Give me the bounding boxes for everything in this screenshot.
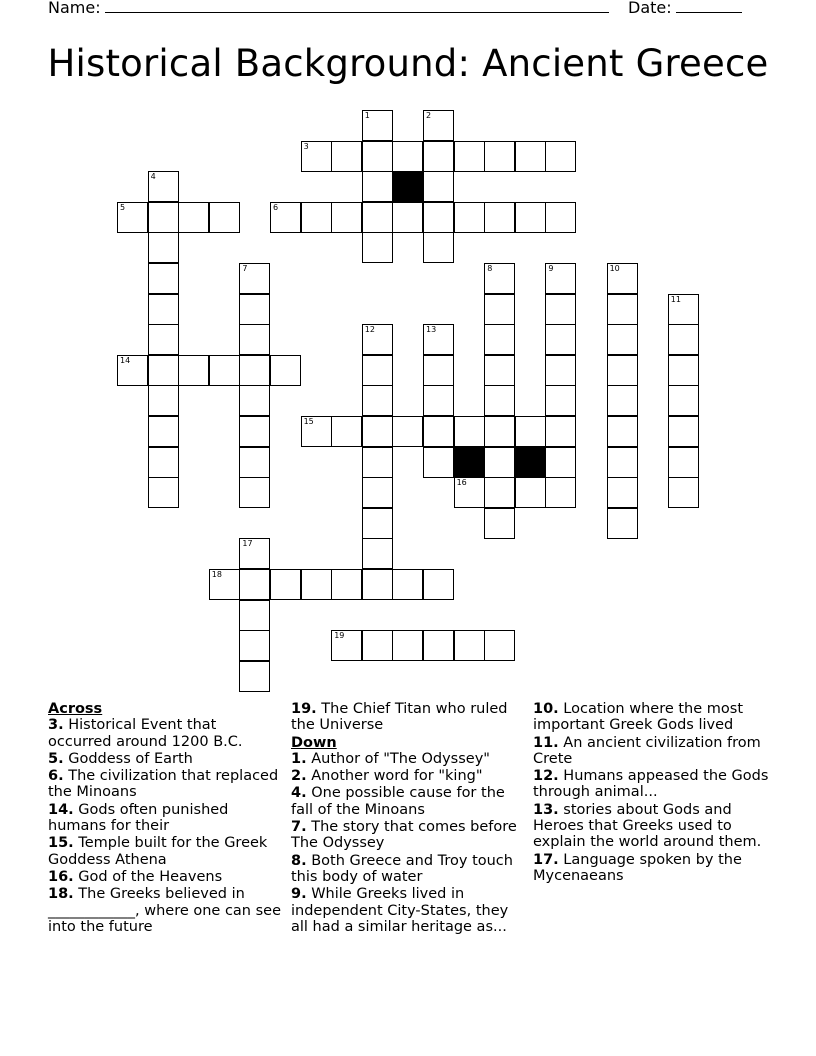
clue-column-3 <box>533 701 773 885</box>
grid-cell[interactable] <box>148 447 179 478</box>
grid-cell[interactable] <box>484 385 515 416</box>
grid-cell[interactable] <box>668 294 699 325</box>
clue-down-1 <box>291 751 526 767</box>
clue-text: God of the Heavens <box>73 868 223 885</box>
grid-cell[interactable] <box>545 416 576 447</box>
date-field[interactable] <box>628 0 742 17</box>
grid-cell[interactable] <box>423 569 454 600</box>
grid-cell[interactable] <box>239 600 270 631</box>
clue-text: stories about Gods and Heroes that Greeks used to explain the world around them. <box>533 801 762 851</box>
grid-cell[interactable] <box>423 630 454 661</box>
clue-column-2 <box>291 701 526 936</box>
clue-number: 9. <box>291 886 307 903</box>
clue-number: 14. <box>48 801 74 818</box>
grid-cell[interactable] <box>607 416 638 447</box>
grid-cell[interactable] <box>362 385 393 416</box>
grid-cell[interactable] <box>484 477 515 508</box>
grid-cell[interactable] <box>239 416 270 447</box>
clue-number-label: 11 <box>670 294 681 304</box>
clue-number-label: 16 <box>456 478 467 488</box>
page-title: Historical Background: Ancient Greece <box>47 42 769 85</box>
grid-cell[interactable] <box>392 416 423 447</box>
grid-cell[interactable] <box>607 447 638 478</box>
clue-across-6 <box>48 768 283 801</box>
grid-cell[interactable] <box>362 447 393 478</box>
grid-cell[interactable] <box>668 355 699 386</box>
clue-text: Language spoken by the Mycenaeans <box>533 851 742 884</box>
grid-cell[interactable] <box>545 324 576 355</box>
clue-number-label: 15 <box>303 417 314 426</box>
grid-cell[interactable] <box>484 263 515 294</box>
clue-number-label: 12 <box>364 325 375 335</box>
grid-cell[interactable] <box>148 355 179 386</box>
grid-cell[interactable] <box>423 171 454 202</box>
grid-cell[interactable] <box>454 477 485 508</box>
clue-text: Gods often punished humans for their <box>48 801 229 835</box>
grid-cell[interactable] <box>392 569 423 600</box>
grid-cell[interactable] <box>239 538 270 569</box>
clue-text: An ancient civilization from Crete <box>533 734 761 767</box>
clue-down-11 <box>533 735 773 768</box>
grid-cell[interactable] <box>148 324 179 355</box>
black-square <box>454 447 485 478</box>
grid-cell[interactable] <box>668 416 699 447</box>
grid-cell[interactable] <box>209 202 240 233</box>
clue-number-label: 6 <box>273 202 279 212</box>
grid-cell[interactable] <box>423 416 454 447</box>
grid-cell[interactable] <box>331 141 362 172</box>
grid-cell[interactable] <box>484 355 515 386</box>
grid-cell[interactable] <box>545 141 576 172</box>
grid-cell[interactable] <box>515 141 546 172</box>
grid-cell[interactable] <box>423 355 454 386</box>
grid-cell[interactable] <box>239 263 270 294</box>
grid-cell[interactable] <box>545 202 576 233</box>
clue-across-19 <box>291 701 526 734</box>
grid-cell[interactable] <box>484 202 515 233</box>
clue-number: 16. <box>48 868 74 885</box>
date-label: Date: <box>628 0 672 17</box>
clue-number-label: 10 <box>609 264 620 273</box>
grid-cell[interactable] <box>484 141 515 172</box>
grid-cell[interactable] <box>362 202 393 233</box>
grid-cell[interactable] <box>209 569 240 600</box>
grid-cell[interactable] <box>239 385 270 416</box>
clue-across-5 <box>48 751 283 767</box>
grid-cell[interactable] <box>362 416 393 447</box>
grid-cell[interactable] <box>607 385 638 416</box>
clue-text: One possible cause for the fall of the Minoans <box>291 785 505 818</box>
name-blank[interactable] <box>105 0 609 13</box>
grid-cell[interactable] <box>545 477 576 508</box>
grid-cell[interactable] <box>239 355 270 386</box>
grid-cell[interactable] <box>607 477 638 508</box>
grid-cell[interactable] <box>301 202 332 233</box>
grid-cell[interactable] <box>607 508 638 539</box>
clue-down-7 <box>291 819 526 852</box>
clue-text: Temple built for the Greek Goddess Athena <box>48 835 268 868</box>
grid-cell[interactable] <box>362 171 393 202</box>
clue-number: 1. <box>291 750 307 767</box>
grid-cell[interactable] <box>362 477 393 508</box>
clue-down-13 <box>533 802 773 851</box>
grid-cell[interactable] <box>178 202 209 233</box>
clue-number: 8. <box>291 852 307 869</box>
clue-number-label: 14 <box>120 355 131 365</box>
clue-number-label: 1 <box>364 111 370 120</box>
grid-cell[interactable] <box>362 630 393 661</box>
grid-cell[interactable] <box>484 630 515 661</box>
grid-cell[interactable] <box>607 263 638 294</box>
grid-cell[interactable] <box>148 202 179 233</box>
clue-text: Both Greece and Troy touch this body of water <box>291 852 513 885</box>
grid-cell[interactable] <box>270 355 301 386</box>
clue-number-label: 5 <box>120 202 126 212</box>
grid-cell[interactable] <box>545 294 576 325</box>
grid-cell[interactable] <box>515 416 546 447</box>
grid-cell[interactable] <box>148 385 179 416</box>
across-heading: Across <box>48 701 103 717</box>
grid-cell[interactable] <box>423 110 454 141</box>
clue-text: Historical Event that occurred around 1200 B.C. <box>48 717 243 750</box>
clue-number: 12. <box>533 768 559 785</box>
grid-cell[interactable] <box>545 263 576 294</box>
grid-cell[interactable] <box>301 416 332 447</box>
clue-down-10 <box>533 701 773 734</box>
black-square <box>515 447 546 478</box>
clue-number: 4. <box>291 785 307 802</box>
grid-cell[interactable] <box>239 294 270 325</box>
clue-across-18 <box>48 886 283 935</box>
clue-number: 19. <box>291 701 317 717</box>
grid-cell[interactable] <box>668 385 699 416</box>
grid-cell[interactable] <box>362 141 393 172</box>
grid-cell[interactable] <box>148 171 179 202</box>
grid-cell[interactable] <box>362 508 393 539</box>
grid-cell[interactable] <box>454 416 485 447</box>
name-field[interactable] <box>48 0 609 17</box>
clue-number: 10. <box>533 701 559 717</box>
grid-cell[interactable] <box>545 385 576 416</box>
clue-number-label: 7 <box>242 264 248 273</box>
clue-down-17 <box>533 852 773 885</box>
clue-number-label: 4 <box>150 172 156 182</box>
grid-cell[interactable] <box>362 232 393 263</box>
grid-cell[interactable] <box>148 294 179 325</box>
grid-cell[interactable] <box>423 232 454 263</box>
grid-cell[interactable] <box>331 630 362 661</box>
grid-cell[interactable] <box>239 630 270 661</box>
clue-text: The civilization that replaced the Minoans <box>48 768 279 801</box>
grid-cell[interactable] <box>209 355 240 386</box>
clue-text: Humans appeased the Gods through animal... <box>533 768 769 801</box>
clue-across-14 <box>48 802 283 835</box>
clue-number-label: 18 <box>211 570 222 579</box>
clue-number: 6. <box>48 768 64 785</box>
grid-cell[interactable] <box>545 447 576 478</box>
grid-cell[interactable] <box>362 538 393 569</box>
clue-number-label: 17 <box>242 539 253 549</box>
grid-cell[interactable] <box>423 324 454 355</box>
name-label: Name: <box>48 0 101 17</box>
grid-cell[interactable] <box>331 569 362 600</box>
clue-column-1 <box>48 701 283 936</box>
clue-number: 17. <box>533 851 559 868</box>
grid-cell[interactable] <box>362 355 393 386</box>
clue-number: 5. <box>48 750 64 767</box>
grid-cell[interactable] <box>454 202 485 233</box>
clue-number-label: 2 <box>426 111 432 120</box>
clue-text: Another word for "king" <box>306 768 483 785</box>
grid-cell[interactable] <box>484 508 515 539</box>
clue-down-8 <box>291 853 526 886</box>
grid-cell[interactable] <box>117 202 148 233</box>
grid-cell[interactable] <box>545 355 576 386</box>
grid-cell[interactable] <box>148 416 179 447</box>
clue-text: Location where the most important Greek Gods lived <box>533 701 744 734</box>
grid-cell[interactable] <box>239 324 270 355</box>
clue-text: The Greeks believed in ____________, where one can see into the future <box>48 886 282 935</box>
grid-cell[interactable] <box>607 294 638 325</box>
grid-cell[interactable] <box>392 141 423 172</box>
grid-cell[interactable] <box>423 385 454 416</box>
grid-cell[interactable] <box>484 324 515 355</box>
grid-cell[interactable] <box>239 447 270 478</box>
grid-cell[interactable] <box>484 416 515 447</box>
grid-cell[interactable] <box>454 630 485 661</box>
clue-number-label: 8 <box>487 264 493 273</box>
grid-cell[interactable] <box>270 569 301 600</box>
clue-number: 18. <box>48 886 74 903</box>
grid-cell[interactable] <box>239 569 270 600</box>
grid-cell[interactable] <box>484 447 515 478</box>
grid-cell[interactable] <box>362 110 393 141</box>
grid-cell[interactable] <box>148 263 179 294</box>
grid-cell[interactable] <box>515 202 546 233</box>
date-blank[interactable] <box>676 0 742 13</box>
clue-number-label: 3 <box>303 141 309 151</box>
clue-number: 3. <box>48 717 64 734</box>
grid-cell[interactable] <box>331 416 362 447</box>
clue-number: 15. <box>48 835 74 852</box>
clue-number: 2. <box>291 768 307 785</box>
grid-cell[interactable] <box>301 569 332 600</box>
clue-down-4 <box>291 785 526 818</box>
grid-cell[interactable] <box>607 355 638 386</box>
clue-across-15 <box>48 835 283 868</box>
grid-cell[interactable] <box>423 447 454 478</box>
grid-cell[interactable] <box>392 630 423 661</box>
grid-cell[interactable] <box>423 202 454 233</box>
grid-cell[interactable] <box>301 141 332 172</box>
clue-across-16 <box>48 869 283 885</box>
clue-number: 11. <box>533 734 559 751</box>
clue-text: While Greeks lived in independent City-States, they all had a similar heritage as... <box>291 886 509 935</box>
clue-number-label: 13 <box>426 325 437 335</box>
grid-cell[interactable] <box>148 477 179 508</box>
grid-cell[interactable] <box>668 477 699 508</box>
clue-number-label: 9 <box>548 264 554 273</box>
grid-cell[interactable] <box>270 202 301 233</box>
clue-number-label: 19 <box>334 631 345 641</box>
clue-text: Author of "The Odyssey" <box>306 750 490 767</box>
grid-cell[interactable] <box>239 477 270 508</box>
grid-cell[interactable] <box>484 294 515 325</box>
grid-cell[interactable] <box>392 202 423 233</box>
grid-cell[interactable] <box>239 661 270 692</box>
grid-cell[interactable] <box>607 324 638 355</box>
down-heading: Down <box>291 734 337 751</box>
clue-number: 13. <box>533 801 559 818</box>
clue-text: The story that comes before The Odyssey <box>291 819 517 852</box>
clue-number: 7. <box>291 819 307 836</box>
black-square <box>392 171 423 202</box>
clue-down-9 <box>291 886 526 935</box>
clue-down-2 <box>291 768 526 784</box>
clue-down-12 <box>533 768 773 801</box>
grid-cell[interactable] <box>454 141 485 172</box>
grid-cell[interactable] <box>668 324 699 355</box>
grid-cell[interactable] <box>362 324 393 355</box>
grid-cell[interactable] <box>117 355 148 386</box>
grid-cell[interactable] <box>362 569 393 600</box>
grid-cell[interactable] <box>148 232 179 263</box>
grid-cell[interactable] <box>331 202 362 233</box>
grid-cell[interactable] <box>423 141 454 172</box>
clue-across-3 <box>48 717 283 750</box>
clue-text: Goddess of Earth <box>63 750 193 767</box>
grid-cell[interactable] <box>668 447 699 478</box>
clue-text: The Chief Titan who ruled the Universe <box>291 701 508 734</box>
grid-cell[interactable] <box>515 477 546 508</box>
grid-cell[interactable] <box>178 355 209 386</box>
